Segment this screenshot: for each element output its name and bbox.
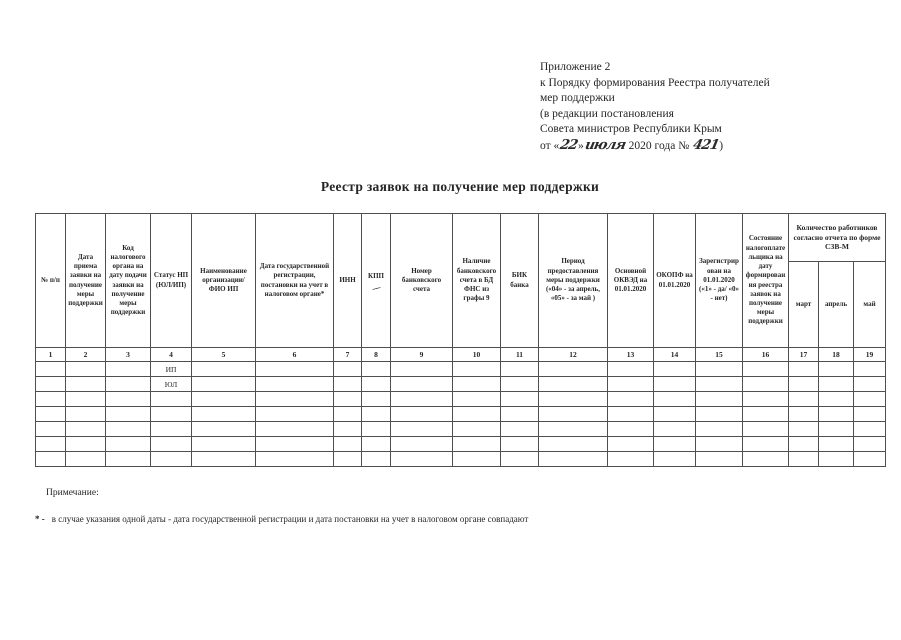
cell-r2-c17 <box>789 377 819 392</box>
cell-r7-c2 <box>66 452 106 467</box>
cell-r7-c15 <box>696 452 743 467</box>
cell-r7-c18 <box>819 452 854 467</box>
handwritten-month: июля <box>583 136 627 153</box>
cell-r5-c19 <box>854 422 886 437</box>
column-number-6: 6 <box>256 348 334 362</box>
column-number-15: 15 <box>696 348 743 362</box>
cell-r1-c17 <box>789 362 819 377</box>
column-header-6: Дата государственной регистрации, постановки на учет в налоговом органе* <box>256 214 334 348</box>
cell-r4-c1 <box>36 407 66 422</box>
column-header-16: Состояние налогоплательщика на дату формирования реестра заявок на получение меры поддержки <box>743 214 789 348</box>
cell-r3-c9 <box>391 392 453 407</box>
cell-r4-c9 <box>391 407 453 422</box>
cell-r2-c14 <box>654 377 696 392</box>
column-header-1: № п/п <box>36 214 66 348</box>
cell-r3-c10 <box>453 392 501 407</box>
cell-r2-c9 <box>391 377 453 392</box>
cell-r1-c10 <box>453 362 501 377</box>
cell-r5-c12 <box>539 422 608 437</box>
column-header-13: Основной ОКВЭД на 01.01.2020 <box>608 214 654 348</box>
cell-r4-c8 <box>362 407 391 422</box>
cell-r7-c6 <box>256 452 334 467</box>
cell-r7-c14 <box>654 452 696 467</box>
cell-r3-c7 <box>334 392 362 407</box>
cell-r5-c16 <box>743 422 789 437</box>
cell-r3-c17 <box>789 392 819 407</box>
cell-r4-c4 <box>151 407 192 422</box>
annex-line: Совета министров Республики Крым <box>540 123 722 136</box>
cell-r6-c14 <box>654 437 696 452</box>
cell-r6-c12 <box>539 437 608 452</box>
cell-r1-c19 <box>854 362 886 377</box>
cell-r4-c5 <box>192 407 256 422</box>
cell-r1-c5 <box>192 362 256 377</box>
column-header-3: Код налогового органа на дату подачи заявки на получение меры поддержки <box>106 214 151 348</box>
cell-r2-c3 <box>106 377 151 392</box>
cell-r4-c18 <box>819 407 854 422</box>
cell-r1-c15 <box>696 362 743 377</box>
cell-r3-c11 <box>501 392 539 407</box>
table-row-6 <box>36 437 886 452</box>
date-prefix: от « <box>540 139 560 152</box>
cell-r2-c6 <box>256 377 334 392</box>
cell-r5-c9 <box>391 422 453 437</box>
column-number-2: 2 <box>66 348 106 362</box>
cell-r6-c17 <box>789 437 819 452</box>
cell-r1-c14 <box>654 362 696 377</box>
cell-r1-c3 <box>106 362 151 377</box>
cell-r5-c15 <box>696 422 743 437</box>
date-quote: » <box>578 139 584 152</box>
cell-r5-c11 <box>501 422 539 437</box>
cell-r7-c1 <box>36 452 66 467</box>
column-header-19: май <box>854 262 886 348</box>
cell-r2-c16 <box>743 377 789 392</box>
cell-r3-c16 <box>743 392 789 407</box>
cell-r5-c10 <box>453 422 501 437</box>
cell-r2-c12 <box>539 377 608 392</box>
cell-r4-c13 <box>608 407 654 422</box>
cell-r3-c4 <box>151 392 192 407</box>
cell-r2-c18 <box>819 377 854 392</box>
column-header-15: Зарегистрирован на 01.01.2020 («1» - да/ «0» - нет) <box>696 214 743 348</box>
cell-r4-c16 <box>743 407 789 422</box>
column-number-16: 16 <box>743 348 789 362</box>
cell-r4-c6 <box>256 407 334 422</box>
cell-r3-c6 <box>256 392 334 407</box>
cell-r6-c8 <box>362 437 391 452</box>
footnote-body: в случае указания одной даты - дата государственной регистрации и дата постановки на учет в налоговом органе совпадают <box>51 514 529 524</box>
cell-r4-c15 <box>696 407 743 422</box>
cell-r7-c13 <box>608 452 654 467</box>
cell-r5-c18 <box>819 422 854 437</box>
registry-table <box>35 213 886 467</box>
column-number-12: 12 <box>539 348 608 362</box>
annex-line: мер поддержки <box>540 92 615 105</box>
column-number-7: 7 <box>334 348 362 362</box>
cell-r1-c11 <box>501 362 539 377</box>
cell-r4-c12 <box>539 407 608 422</box>
cell-r5-c13 <box>608 422 654 437</box>
cell-r2-c11 <box>501 377 539 392</box>
annex-reference <box>540 60 770 155</box>
cell-r3-c8 <box>362 392 391 407</box>
note-label: Примечание: <box>46 488 99 498</box>
cell-r2-c4: ЮЛ <box>151 377 192 392</box>
cell-r5-c6 <box>256 422 334 437</box>
cell-r2-c8 <box>362 377 391 392</box>
table-row-7 <box>36 452 886 467</box>
cell-r6-c3 <box>106 437 151 452</box>
cell-r2-c13 <box>608 377 654 392</box>
column-header-14: ОКОПФ на 01.01.2020 <box>654 214 696 348</box>
cell-r6-c4 <box>151 437 192 452</box>
column-number-18: 18 <box>819 348 854 362</box>
cell-r5-c1 <box>36 422 66 437</box>
annex-line: к Порядку формирования Реестра получателей <box>540 76 770 89</box>
cell-r5-c7 <box>334 422 362 437</box>
cell-r4-c3 <box>106 407 151 422</box>
cell-r7-c3 <box>106 452 151 467</box>
table-row-5 <box>36 422 886 437</box>
cell-r4-c7 <box>334 407 362 422</box>
cell-r3-c2 <box>66 392 106 407</box>
pen-mark-icon <box>372 287 381 290</box>
cell-r7-c12 <box>539 452 608 467</box>
cell-r1-c9 <box>391 362 453 377</box>
column-header-11: БИК банка <box>501 214 539 348</box>
handwritten-day: 22 <box>558 136 579 153</box>
cell-r2-c1 <box>36 377 66 392</box>
cell-r1-c8 <box>362 362 391 377</box>
cell-r3-c14 <box>654 392 696 407</box>
column-number-19: 19 <box>854 348 886 362</box>
cell-r7-c8 <box>362 452 391 467</box>
cell-r1-c13 <box>608 362 654 377</box>
cell-r3-c13 <box>608 392 654 407</box>
cell-r1-c12 <box>539 362 608 377</box>
cell-r5-c3 <box>106 422 151 437</box>
date-suffix: ) <box>719 139 724 152</box>
document-title: Реестр заявок на получение мер поддержки <box>320 179 600 194</box>
cell-r3-c15 <box>696 392 743 407</box>
cell-r6-c11 <box>501 437 539 452</box>
cell-r6-c2 <box>66 437 106 452</box>
cell-r7-c17 <box>789 452 819 467</box>
column-number-10: 10 <box>453 348 501 362</box>
cell-r7-c19 <box>854 452 886 467</box>
cell-r3-c18 <box>819 392 854 407</box>
cell-r1-c7 <box>334 362 362 377</box>
column-number-5: 5 <box>192 348 256 362</box>
cell-r4-c10 <box>453 407 501 422</box>
cell-r5-c17 <box>789 422 819 437</box>
cell-r2-c2 <box>66 377 106 392</box>
cell-r1-c18 <box>819 362 854 377</box>
cell-r3-c1 <box>36 392 66 407</box>
annex-line: Приложение 2 <box>540 61 611 73</box>
column-number-9: 9 <box>391 348 453 362</box>
column-header-8: КПП <box>362 214 391 348</box>
cell-r3-c3 <box>106 392 151 407</box>
group-header-szv-m: Количество работников согласно отчета по форме СЗВ-М <box>789 214 886 262</box>
column-number-17: 17 <box>789 348 819 362</box>
column-header-18: апрель <box>819 262 854 348</box>
cell-r3-c12 <box>539 392 608 407</box>
table-row-4 <box>36 407 886 422</box>
table-row-1 <box>36 362 886 377</box>
cell-r5-c5 <box>192 422 256 437</box>
column-header-5: Наименование организации/ ФИО ИП <box>192 214 256 348</box>
handwritten-number: 421 <box>691 136 721 153</box>
cell-r4-c19 <box>854 407 886 422</box>
column-header-9: Номер банковского счета <box>391 214 453 348</box>
column-number-8: 8 <box>362 348 391 362</box>
annex-line: (в редакции постановления <box>540 107 674 120</box>
cell-r7-c10 <box>453 452 501 467</box>
column-header-10: Наличие банковского счета в БД ФНС из графы 9 <box>453 214 501 348</box>
cell-r5-c8 <box>362 422 391 437</box>
column-number-13: 13 <box>608 348 654 362</box>
cell-r2-c19 <box>854 377 886 392</box>
cell-r5-c4 <box>151 422 192 437</box>
cell-r6-c19 <box>854 437 886 452</box>
column-number-14: 14 <box>654 348 696 362</box>
cell-r6-c18 <box>819 437 854 452</box>
cell-r7-c7 <box>334 452 362 467</box>
cell-r7-c9 <box>391 452 453 467</box>
column-header-4: Статус НП (ЮЛ/ИП) <box>151 214 192 348</box>
cell-r6-c15 <box>696 437 743 452</box>
cell-r7-c16 <box>743 452 789 467</box>
cell-r4-c14 <box>654 407 696 422</box>
cell-r1-c6 <box>256 362 334 377</box>
column-number-row <box>36 348 886 362</box>
cell-r4-c11 <box>501 407 539 422</box>
column-number-4: 4 <box>151 348 192 362</box>
cell-r3-c19 <box>854 392 886 407</box>
cell-r2-c7 <box>334 377 362 392</box>
table-row-3 <box>36 392 886 407</box>
cell-r2-c10 <box>453 377 501 392</box>
table-container <box>35 213 886 467</box>
cell-r2-c15 <box>696 377 743 392</box>
cell-r7-c11 <box>501 452 539 467</box>
cell-r5-c2 <box>66 422 106 437</box>
cell-r2-c5 <box>192 377 256 392</box>
cell-r6-c7 <box>334 437 362 452</box>
column-number-3: 3 <box>106 348 151 362</box>
cell-r4-c17 <box>789 407 819 422</box>
table-row-2 <box>36 377 886 392</box>
cell-r7-c5 <box>192 452 256 467</box>
cell-r1-c2 <box>66 362 106 377</box>
cell-r4-c2 <box>66 407 106 422</box>
footnote-marker: * - <box>35 514 45 524</box>
footnote-text <box>35 514 655 524</box>
cell-r7-c4 <box>151 452 192 467</box>
cell-r6-c6 <box>256 437 334 452</box>
column-header-17: март <box>789 262 819 348</box>
cell-r3-c5 <box>192 392 256 407</box>
cell-r1-c16 <box>743 362 789 377</box>
cell-r6-c10 <box>453 437 501 452</box>
cell-r6-c9 <box>391 437 453 452</box>
column-number-11: 11 <box>501 348 539 362</box>
annex-date-line <box>540 138 770 155</box>
cell-r1-c1 <box>36 362 66 377</box>
cell-r6-c5 <box>192 437 256 452</box>
column-header-12: Период предоставления меры поддержки («04» - за апрель, «05» - за май ) <box>539 214 608 348</box>
cell-r5-c14 <box>654 422 696 437</box>
cell-r6-c16 <box>743 437 789 452</box>
column-header-7: ИНН <box>334 214 362 348</box>
cell-r1-c4: ИП <box>151 362 192 377</box>
column-header-2: Дата приема заявки на получение меры поддержки <box>66 214 106 348</box>
cell-r6-c13 <box>608 437 654 452</box>
column-number-1: 1 <box>36 348 66 362</box>
cell-r6-c1 <box>36 437 66 452</box>
date-middle: 2020 года № <box>625 139 693 152</box>
